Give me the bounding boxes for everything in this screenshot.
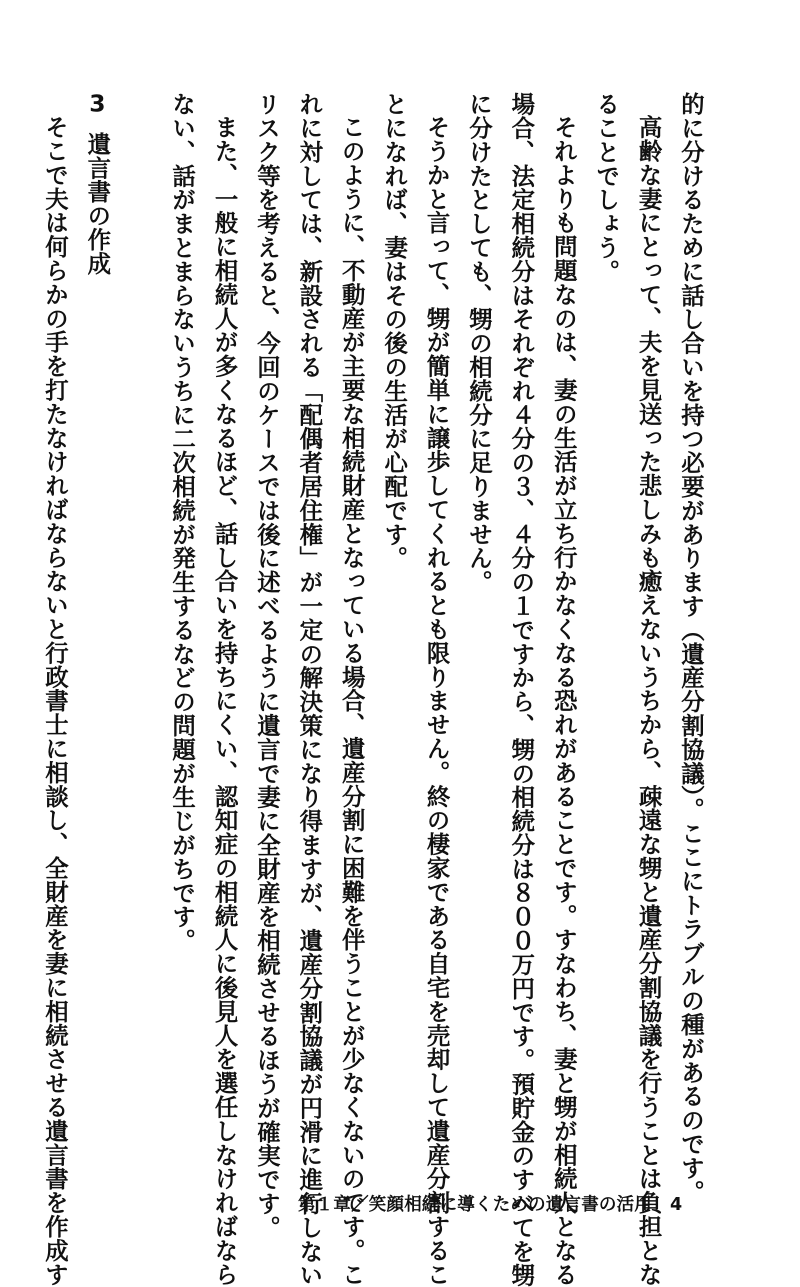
section-spacer <box>118 92 160 1152</box>
body-line: 場合、法定相続分はそれぞれ４分の３、４分の１ですから、甥の相続分は８００万円です。預貯金のすべてを甥 <box>507 92 536 1287</box>
body-line: このように、不動産が主要な相続財産となっている場合、遺産分割に困難を伴うことが少なくないのです。こ <box>337 115 366 1287</box>
body-line: ない、話がまとまらないうちに二次相続が発生するなどの問題が生じがちです。 <box>168 92 197 953</box>
running-title: 第１章／笑顔相続に導くための遺言書の活用 <box>298 1195 652 1215</box>
body-line: リスク等を考えると、今回のケースでは後に述べるように遺言で妻に全財産を相続させるほうが確実です。 <box>252 92 281 1240</box>
body-line: そうかと言って、甥が簡単に譲歩してくれるとも限りません。終の棲家である自宅を売却して遺産分割するこ <box>422 115 451 1287</box>
body-line: そこで夫は何らかの手を打たなければならないと行政書士に相談し、全財産を妻に相続させる遺言書を作成す <box>40 115 69 1287</box>
section-title: 遺言書の作成 <box>83 131 112 276</box>
page-footer <box>298 1194 682 1216</box>
section-number: 3 <box>89 92 106 116</box>
body-line: れに対しては、新設される「配偶者居住権」が一定の解決策になり得ますが、遺産分割協議が円滑に進行しない <box>295 92 324 1287</box>
body-line: 高齢な妻にとって、夫を見送った悲しみも癒えないうちから、疎遠な甥と遺産分割協議を行うことは負担とな <box>634 115 663 1287</box>
body-line: とになれば、妻はその後の生活が心配です。 <box>380 92 409 570</box>
body-line: また、一般に相続人が多くなるほど、話し合いを持ちにくい、認知症の相続人に後見人を選任しなければなら <box>210 115 239 1287</box>
body-line: 的に分けるために話し合いを持つ必要があります（遺産分割協議）。ここにトラブルの種があるのです。 <box>677 92 705 1204</box>
body-line: に分けたとしても、甥の相続分に足りません。 <box>464 92 493 594</box>
body-line: ることでしょう。 <box>592 92 621 284</box>
section-heading <box>76 92 118 1152</box>
page-number: 4 <box>670 1195 683 1215</box>
body-line: それよりも問題なのは、妻の生活が立ち行かなくなる恐れがあることです。すなわち、妻と甥が相続人となる <box>549 115 578 1287</box>
